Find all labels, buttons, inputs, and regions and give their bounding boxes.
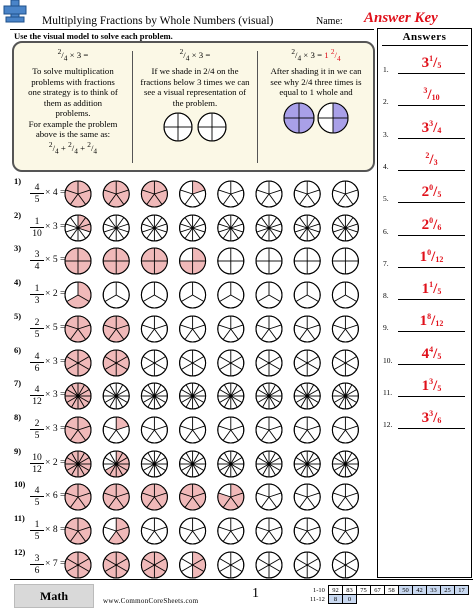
fraction-circles [64,348,374,378]
example-problem-2: $^2/_4 \times 3$ = [179,47,211,63]
fraction-denominator: 5 [34,429,40,441]
fraction-circle [141,451,167,477]
problem-row [0,210,376,248]
fraction-circles [64,449,374,479]
fraction-circle [294,215,320,241]
fraction-circle [103,417,129,443]
problem-multiplier: × 3 = [45,389,66,401]
score-cell: 33 [426,586,440,595]
problem-fraction [30,217,44,238]
fraction-circle [141,484,167,510]
problem-multiplier: × 5 = [45,321,66,333]
fraction-circle [256,383,282,409]
fraction-numerator: 4 [30,385,44,396]
fraction-circle [141,316,167,342]
answer-value: $1^0/_{12}$ [419,247,444,265]
problem-number: 5) [14,310,22,321]
fraction-circle [294,518,320,544]
fraction-circle [103,552,129,578]
fraction-numerator: 3 [30,250,44,261]
answer-value: $1^3/_5$ [421,377,442,394]
score-range-label: 11-12 [310,595,325,603]
fraction-circle [218,383,244,409]
score-cell: 67 [370,586,384,595]
problem-multiplier: × 8 = [45,524,66,535]
fraction-circle [294,417,320,443]
answer-line [398,235,465,236]
fraction-circle [294,248,320,274]
score-table [308,585,469,604]
fraction-circle [103,518,129,544]
problem-fraction [30,352,44,373]
answer-row [378,340,471,368]
page-number: 1 [252,586,259,601]
footer-rule [10,579,473,580]
fraction-circle [256,552,282,578]
problem-row [0,311,376,349]
answer-value: $1^1/_5$ [421,280,442,298]
example-text-line: After shading it in we can [270,66,362,77]
problem-row [0,345,376,383]
fraction-circle [103,282,129,308]
fraction-denominator: 6 [34,362,40,374]
answer-value: $2^0/_5$ [421,183,442,201]
problem-number: 3) [14,243,22,254]
example-text-line: problems with fractions [31,76,115,87]
fraction-circle [332,552,358,578]
fraction-circles [64,280,374,310]
fraction-circle [332,417,358,443]
example-circle-shaded [318,103,348,133]
answer-row [378,81,471,109]
problem-multiplier: × 2 = [45,456,66,468]
fraction-denominator: 4 [34,261,40,273]
fraction-circle [218,215,244,241]
fraction-numerator: 10 [30,453,44,464]
fraction-denominator: 5 [34,531,40,542]
fraction-circle [218,248,244,274]
fraction-circle [256,484,282,510]
fraction-circles [64,381,374,411]
fraction-numerator: 3 [30,554,44,565]
example-circle [198,113,226,141]
answer-number: 9. [383,323,389,333]
fraction-circle [332,383,358,409]
answer-line [398,105,465,106]
fraction-circle [180,316,206,342]
fraction-denominator: 3 [34,295,40,307]
problem-row [0,513,376,551]
answer-number: 4. [383,161,389,171]
problem-fraction [30,318,44,339]
answer-line [398,428,465,429]
problem-multiplier: × 5 = [45,254,66,266]
score-cell: 75 [356,586,370,595]
fraction-circle [180,181,206,207]
fraction-circles [64,482,374,512]
fraction-circle [332,248,358,274]
fraction-circle [65,316,91,342]
score-cell: 17 [454,586,468,595]
example-text-line: see why 2/4 three times is [270,76,362,87]
fraction-circle [180,215,206,241]
fraction-circle [294,552,320,578]
problem-fraction [30,183,44,204]
problem-fraction [30,250,44,271]
score-cell: 92 [328,586,342,595]
example-fraction-circles-shaded [283,100,349,136]
name-label: Name: [316,16,343,27]
fraction-circle [103,383,129,409]
fraction-numerator: 4 [30,183,44,194]
answer-number: 8. [383,291,389,301]
fraction-circles [64,415,374,445]
fraction-circle [103,484,129,510]
fraction-denominator: 10 [32,227,42,239]
answer-row [378,49,471,77]
problem-row [0,446,376,484]
column-divider [257,51,258,163]
fraction-circle [65,484,91,510]
fraction-circle [141,552,167,578]
fraction-circle [294,484,320,510]
answer-value: $3^3/_4$ [421,118,442,136]
answer-value: $4^4/_5$ [421,344,442,362]
fraction-numerator: 1 [30,217,44,228]
score-cell: 8 [328,595,342,604]
fraction-circle [65,451,91,477]
answer-line [398,202,465,203]
problem-number: 12) [14,546,26,557]
answer-row [378,307,471,335]
fraction-circle [141,383,167,409]
fraction-circle [294,282,320,308]
problem-row [0,412,376,450]
problem-number: 7) [14,378,22,389]
fraction-circle [218,417,244,443]
example-circle [164,113,192,141]
answers-panel [377,28,472,578]
problem-multiplier: × 3 = [45,355,66,367]
problem-fraction [30,284,44,305]
fraction-circle [256,350,282,376]
answer-line [398,396,465,397]
fraction-circle [294,316,320,342]
answer-line [398,170,465,171]
answer-row [378,275,471,303]
fraction-circle [332,181,358,207]
fraction-circle [256,417,282,443]
answer-number: 7. [383,258,389,268]
fraction-circle [180,552,206,578]
problem-row [0,479,376,517]
addition-expression: $^2/_4 + ^2/_4 + ^2/_4$ [48,139,98,156]
problem-multiplier: × 4 = [45,187,66,198]
fraction-circles [64,246,374,276]
subject-label: Math [14,584,94,608]
answer-number: 12. [383,420,393,430]
example-text-line: the problem. [172,97,218,108]
fraction-circle [218,518,244,544]
fraction-denominator: 5 [34,194,40,205]
fraction-circle [180,518,206,544]
fraction-circle [256,248,282,274]
fraction-circle [218,181,244,207]
answer-value: $3^1/_5$ [421,54,442,71]
problem-number: 1) [14,176,22,186]
problem-row [0,277,376,315]
fraction-circle [256,316,282,342]
score-cell: 50 [398,586,412,595]
problem-number: 11) [14,513,25,523]
fraction-circle [180,248,206,274]
answer-row [378,114,471,142]
fraction-numerator: 1 [30,520,44,531]
fraction-circle [103,248,129,274]
problem-number: 9) [14,445,22,456]
answer-number: 11. [383,388,393,397]
problem-number: 10) [14,479,26,490]
example-fraction-circles-empty [162,111,228,143]
example-column-2 [136,47,254,146]
fraction-circle [256,282,282,308]
answer-key-label: Answer Key [364,10,438,26]
answer-number: 6. [383,226,389,236]
example-box [12,41,375,172]
fraction-circle [141,417,167,443]
example-column-3 [260,47,372,138]
answer-line [398,73,465,74]
fraction-circle [218,316,244,342]
fraction-circle [103,350,129,376]
fraction-circle [103,215,129,241]
answer-line [398,299,465,300]
problem-row [0,243,376,281]
fraction-circle [141,350,167,376]
problem-number: 8) [14,411,22,422]
fraction-numerator: 4 [30,486,44,497]
example-text-line: To solve multiplication [32,66,114,77]
fraction-circle [65,350,91,376]
fraction-circle [256,181,282,207]
instructions: Use the visual model to solve each problem. [14,31,173,41]
example-text-line: above is the same as: [35,129,111,140]
fraction-circle [103,451,129,477]
problem-multiplier: × 3 = [45,422,66,434]
column-divider [132,51,133,163]
answer-row [378,178,471,206]
problem-multiplier: × 6 = [45,490,66,502]
fraction-denominator: 5 [34,328,40,340]
example-text-line: If we shade in 2/4 on the [151,66,239,77]
fraction-denominator: 6 [34,564,40,576]
problem-multiplier: × 2 = [45,288,66,300]
fraction-circles [64,314,374,344]
problem-fraction [30,453,44,474]
answer-row [378,372,471,400]
plus-minus-logo-icon [2,0,28,24]
fraction-circle [256,518,282,544]
answer-value: $3^3/_6$ [421,409,442,427]
fraction-circle [141,282,167,308]
fraction-circle [141,215,167,241]
example-text-line: equal to 1 whole and [279,87,353,98]
fraction-denominator: 12 [32,463,42,475]
fraction-circle [332,316,358,342]
answer-line [398,331,465,332]
answer-row [378,404,471,432]
fraction-circle [103,181,129,207]
fraction-denominator: 12 [32,396,42,408]
score-row [308,595,468,604]
problem-fraction [30,520,44,541]
answer-line [398,267,465,268]
fraction-circle [180,484,206,510]
problem-row [0,176,376,214]
answer-value: $^3/_{10}$ [423,86,440,104]
fraction-numerator: 2 [30,318,44,329]
fraction-circle [65,282,91,308]
fraction-circle [180,451,206,477]
problem-fraction [30,486,44,507]
answer-value: $1^8/_{12}$ [419,312,444,330]
fraction-circle [180,417,206,443]
fraction-circle [218,451,244,477]
fraction-circle [332,451,358,477]
fraction-circle [65,215,91,241]
fraction-numerator: 2 [30,419,44,430]
fraction-circle [332,484,358,510]
example-problem-3: $^2/_4 \times 3 = 1$ $^2/_4$ [291,47,341,63]
fraction-circle [332,215,358,241]
fraction-circle [256,215,282,241]
problem-fraction [30,419,44,440]
example-text-line: one strategy is to think of [28,87,118,98]
answer-line [398,364,465,365]
fraction-circles [64,179,374,209]
fraction-circle [65,518,91,544]
fraction-circles [64,213,374,243]
answer-number: 1. [383,65,389,74]
header-rule [10,29,374,30]
problem-multiplier: × 3 = [45,220,66,232]
problem-fraction [30,554,44,575]
fraction-circle [256,451,282,477]
problem-number: 4) [14,277,22,288]
answer-number: 5. [383,194,389,204]
fraction-circle [180,282,206,308]
fraction-circles [64,550,374,580]
fraction-denominator: 5 [34,497,40,509]
fraction-numerator: 4 [30,352,44,363]
score-cell: 42 [412,586,426,595]
score-cell: 58 [384,586,398,595]
fraction-circle [65,383,91,409]
fraction-circle [180,350,206,376]
example-circle-shaded [284,103,314,133]
fraction-circles [64,516,374,546]
fraction-circle [294,181,320,207]
fraction-circle [218,552,244,578]
fraction-circle [65,552,91,578]
fraction-circle [141,518,167,544]
problem-multiplier: × 7 = [45,557,66,569]
example-text-line: fractions below 3 times we can [140,76,250,87]
fraction-circle [180,383,206,409]
score-cell: 25 [440,586,454,595]
example-text-line: problems. [55,108,91,119]
fraction-circle [294,350,320,376]
fraction-circle [141,248,167,274]
score-cell: 83 [342,586,356,595]
fraction-circle [332,350,358,376]
fraction-circle [218,282,244,308]
answers-title-rule [382,45,468,46]
answer-number: 3. [383,129,389,139]
answer-number: 10. [383,355,393,365]
fraction-circle [65,248,91,274]
fraction-circle [332,518,358,544]
score-row [308,586,468,595]
fraction-circle [332,282,358,308]
answer-row [378,211,471,239]
score-range-label: 1-10 [313,586,325,594]
fraction-circle [294,383,320,409]
answer-row [378,243,471,271]
fraction-circle [218,350,244,376]
fraction-circle [65,181,91,207]
fraction-numerator: 1 [30,284,44,295]
answer-line [398,138,465,139]
problem-fraction [30,385,44,406]
answer-value: $^2/_3$ [425,150,438,168]
problem-number: 6) [14,344,22,355]
example-text-line: see a visual representation of [143,87,247,98]
answer-value: $2^0/_6$ [421,215,442,233]
example-column-1 [18,47,128,157]
fraction-circle [141,181,167,207]
problem-number: 2) [14,209,22,220]
example-problem-1: $^2/_4 \times 3$ = [57,47,89,63]
fraction-circle [65,417,91,443]
problem-row [0,378,376,416]
example-text-line: them as addition [43,97,103,108]
fraction-circle [294,451,320,477]
score-cell: 0 [342,595,356,604]
fraction-circle [218,484,244,510]
answers-title: Answers [402,31,447,43]
page-title: Multiplying Fractions by Whole Numbers (visual) [42,15,274,27]
answer-row [378,146,471,174]
site-url: www.CommonCoreSheets.com [103,597,199,605]
example-text-line: For example the problem [28,118,118,129]
answer-number: 2. [383,97,389,107]
fraction-circle [103,316,129,342]
